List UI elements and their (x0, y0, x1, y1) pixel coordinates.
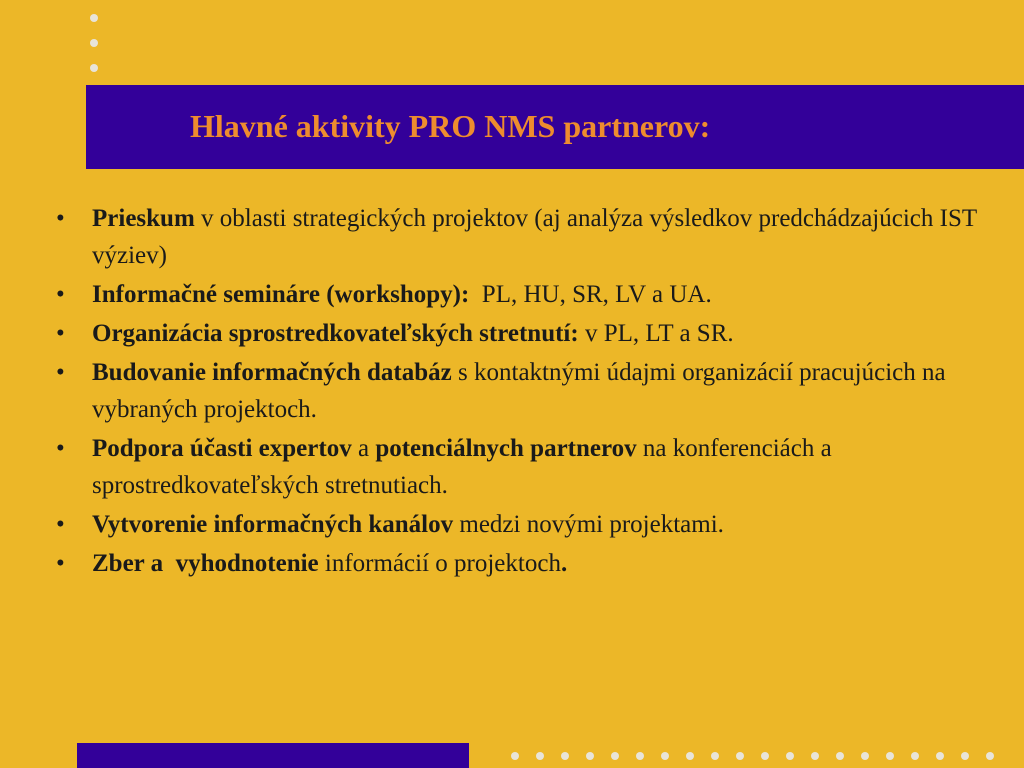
decorative-dot (511, 752, 519, 760)
bullet-mark: • (56, 320, 65, 347)
bullet-item (56, 200, 992, 274)
decorative-dot (536, 752, 544, 760)
bullet-text: v oblasti strategických projektov (aj analýza výsledkov predchádzajúcich IST výziev) (92, 205, 977, 269)
bullet-bold: Budovanie informačných databáz (92, 359, 452, 386)
decorative-dot (836, 752, 844, 760)
bullet-bold: Podpora účasti expertov (92, 435, 352, 462)
decorative-dot (736, 752, 744, 760)
decorative-dot (811, 752, 819, 760)
decorative-dot (936, 752, 944, 760)
decorative-dot (90, 39, 98, 47)
bullet-mark: • (56, 205, 65, 232)
bullet-mark: • (56, 435, 65, 462)
bullet-mark: • (56, 511, 65, 538)
bullet-item (56, 430, 992, 504)
bullet-text: a (351, 435, 376, 462)
bullet-bold: Organizácia sprostredkovateľských stretnutí: (92, 320, 579, 347)
bullet-bold: Vytvorenie informačných kanálov (92, 511, 454, 538)
bullet-bold-secondary: potenciálnych partnerov (375, 435, 637, 462)
decorative-dot (611, 752, 619, 760)
bullet-mark: • (56, 281, 65, 308)
bullet-text: informácií o projektoch (318, 550, 561, 577)
decorative-dot (686, 752, 694, 760)
decorative-dot (761, 752, 769, 760)
bullet-bold: Informačné semináre (workshopy): (92, 281, 470, 308)
bullet-text-secondary: na konferenciách a sprostredkovateľských stretnutiach. (92, 435, 832, 499)
bullet-item (56, 545, 992, 582)
decorative-dot (886, 752, 894, 760)
bullet-text: v PL, LT a SR. (578, 320, 734, 347)
decorative-dot (961, 752, 969, 760)
decorative-dot (861, 752, 869, 760)
bullet-item (56, 315, 992, 352)
decorative-dot (986, 752, 994, 760)
bullet-item (56, 506, 992, 543)
decorative-dot (561, 752, 569, 760)
decorative-dot (636, 752, 644, 760)
decorative-dot (911, 752, 919, 760)
bullet-bold: Zber a vyhodnotenie (92, 550, 319, 577)
bullet-mark: • (56, 359, 65, 386)
decorative-dot (661, 752, 669, 760)
decorative-dot (586, 752, 594, 760)
bullet-item (56, 354, 992, 428)
decorative-dots-bottom (505, 752, 1005, 762)
bullet-item (56, 276, 992, 313)
bottom-bar (77, 743, 469, 768)
decorative-dot (90, 64, 98, 72)
decorative-dot (90, 14, 98, 22)
bullet-text: s kontaktnými údajmi organizácií pracujúcich na vybraných projektoch. (92, 359, 946, 423)
bullet-text: medzi novými projektami. (453, 511, 724, 538)
decorative-dot (711, 752, 719, 760)
decorative-dot (786, 752, 794, 760)
slide-title: Hlavné aktivity PRO NMS partnerov: (190, 108, 711, 144)
bullet-mark: • (56, 550, 65, 577)
bullet-bold: Prieskum (92, 205, 195, 232)
decorative-dots-top (90, 10, 100, 76)
bullet-text: PL, HU, SR, LV a UA. (469, 281, 712, 308)
bullet-list (56, 200, 992, 584)
bullet-bold-secondary: . (560, 550, 568, 577)
